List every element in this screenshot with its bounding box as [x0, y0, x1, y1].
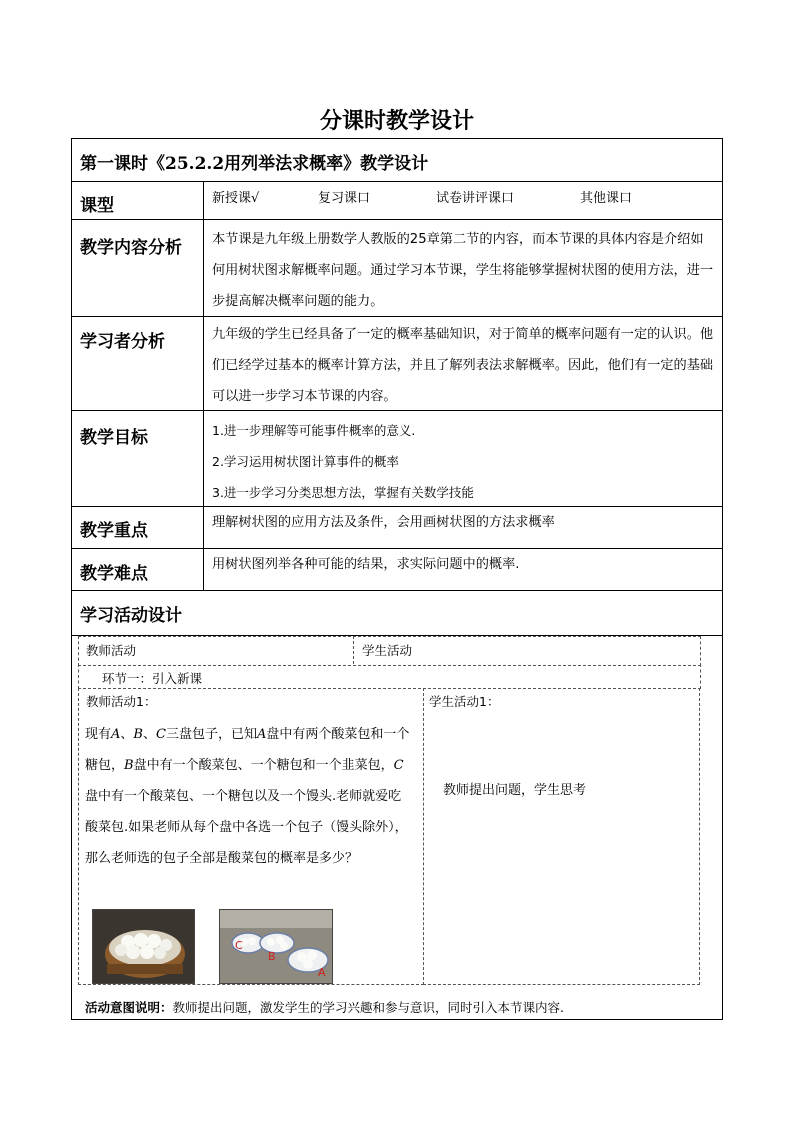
lesson-title: 第一课时《25.2.2用列举法求概率》教学设计 [80, 154, 429, 174]
course-type-other: 其他课口 [580, 191, 633, 206]
difficulty-label: 教学难点 [80, 564, 148, 584]
teacher-activity-1-task: 现有A、B、C三盘包子，已知A盘中有两个酸菜包和一个糖包，B盘中有一个酸菜包、一个糖包和一个韭菜包，C盘中有一个酸菜包、一个糖包以及一个馒头.老师就爱吃酸菜包.如果老师从每个盘中各选一个包子（馒头除外），那么老师选的包子全部是酸菜包的概率是多少？ [85, 727, 410, 866]
course-type-new: 新授课√ [212, 191, 260, 206]
content-analysis-label: 教学内容分析 [80, 238, 182, 258]
plate-label-c: C [235, 939, 243, 952]
document-title: 分课时教学设计 [319, 108, 474, 134]
difficulty-text: 用树状图列举各种可能的结果，求实际问题中的概率. [212, 557, 520, 572]
key-point-text: 理解树状图的应用方法及条件，会用画树状图的方法求概率 [212, 515, 555, 530]
lesson-plan-table [71, 138, 723, 1020]
steamed-buns-photo [92, 909, 195, 984]
student-activity-1-title: 学生活动1： [429, 694, 500, 709]
activities-label: 学习活动设计 [80, 606, 182, 626]
course-type-exam-review: 试卷讲评课口 [436, 191, 515, 206]
teacher-activity-header: 教师活动 [86, 643, 137, 658]
objectives-label: 教学目标 [80, 428, 148, 448]
key-point-label: 教学重点 [80, 521, 148, 541]
plate-label-a: A [318, 966, 326, 979]
learner-analysis-label: 学习者分析 [80, 332, 165, 352]
teacher-activity-1-title: 教师活动1： [86, 694, 157, 709]
student-activity-1-text: 教师提出问题，学生思考 [443, 783, 587, 798]
activity-intent: 活动意图说明：教师提出问题，激发学生的学习兴趣和参与意识，同时引入本节课内容. [85, 1000, 564, 1015]
content-analysis-text: 本节课是九年级上册数学人教版的25章第二节的内容，而本节课的具体内容是介绍如何用树状图求解概率问题。通过学习本节课，学生将能够掌握树状图的使用方法，进一步提高解决概率问题的能力。 [212, 232, 714, 309]
student-activity-header: 学生活动 [362, 643, 413, 658]
course-type-label: 课型 [80, 196, 114, 216]
plates-photo [219, 909, 333, 984]
objective-3: 3.进一步学习分类思想方法，掌握有关数学技能 [212, 485, 474, 500]
plate-label-b: B [268, 950, 276, 963]
course-type-review: 复习课口 [318, 191, 371, 206]
objective-1: 1.进一步理解等可能事件概率的意义. [212, 423, 416, 438]
stage-label: 环节一：引入新课 [102, 671, 203, 686]
objective-2: 2.学习运用树状图计算事件的概率 [212, 454, 399, 469]
learner-analysis-text: 九年级的学生已经具备了一定的概率基础知识，对于简单的概率问题有一定的认识。他们已经学过基本的概率计算方法，并且了解列表法求解概率。因此，他们有一定的基础可以进一步学习本节课的内容。 [212, 327, 714, 404]
